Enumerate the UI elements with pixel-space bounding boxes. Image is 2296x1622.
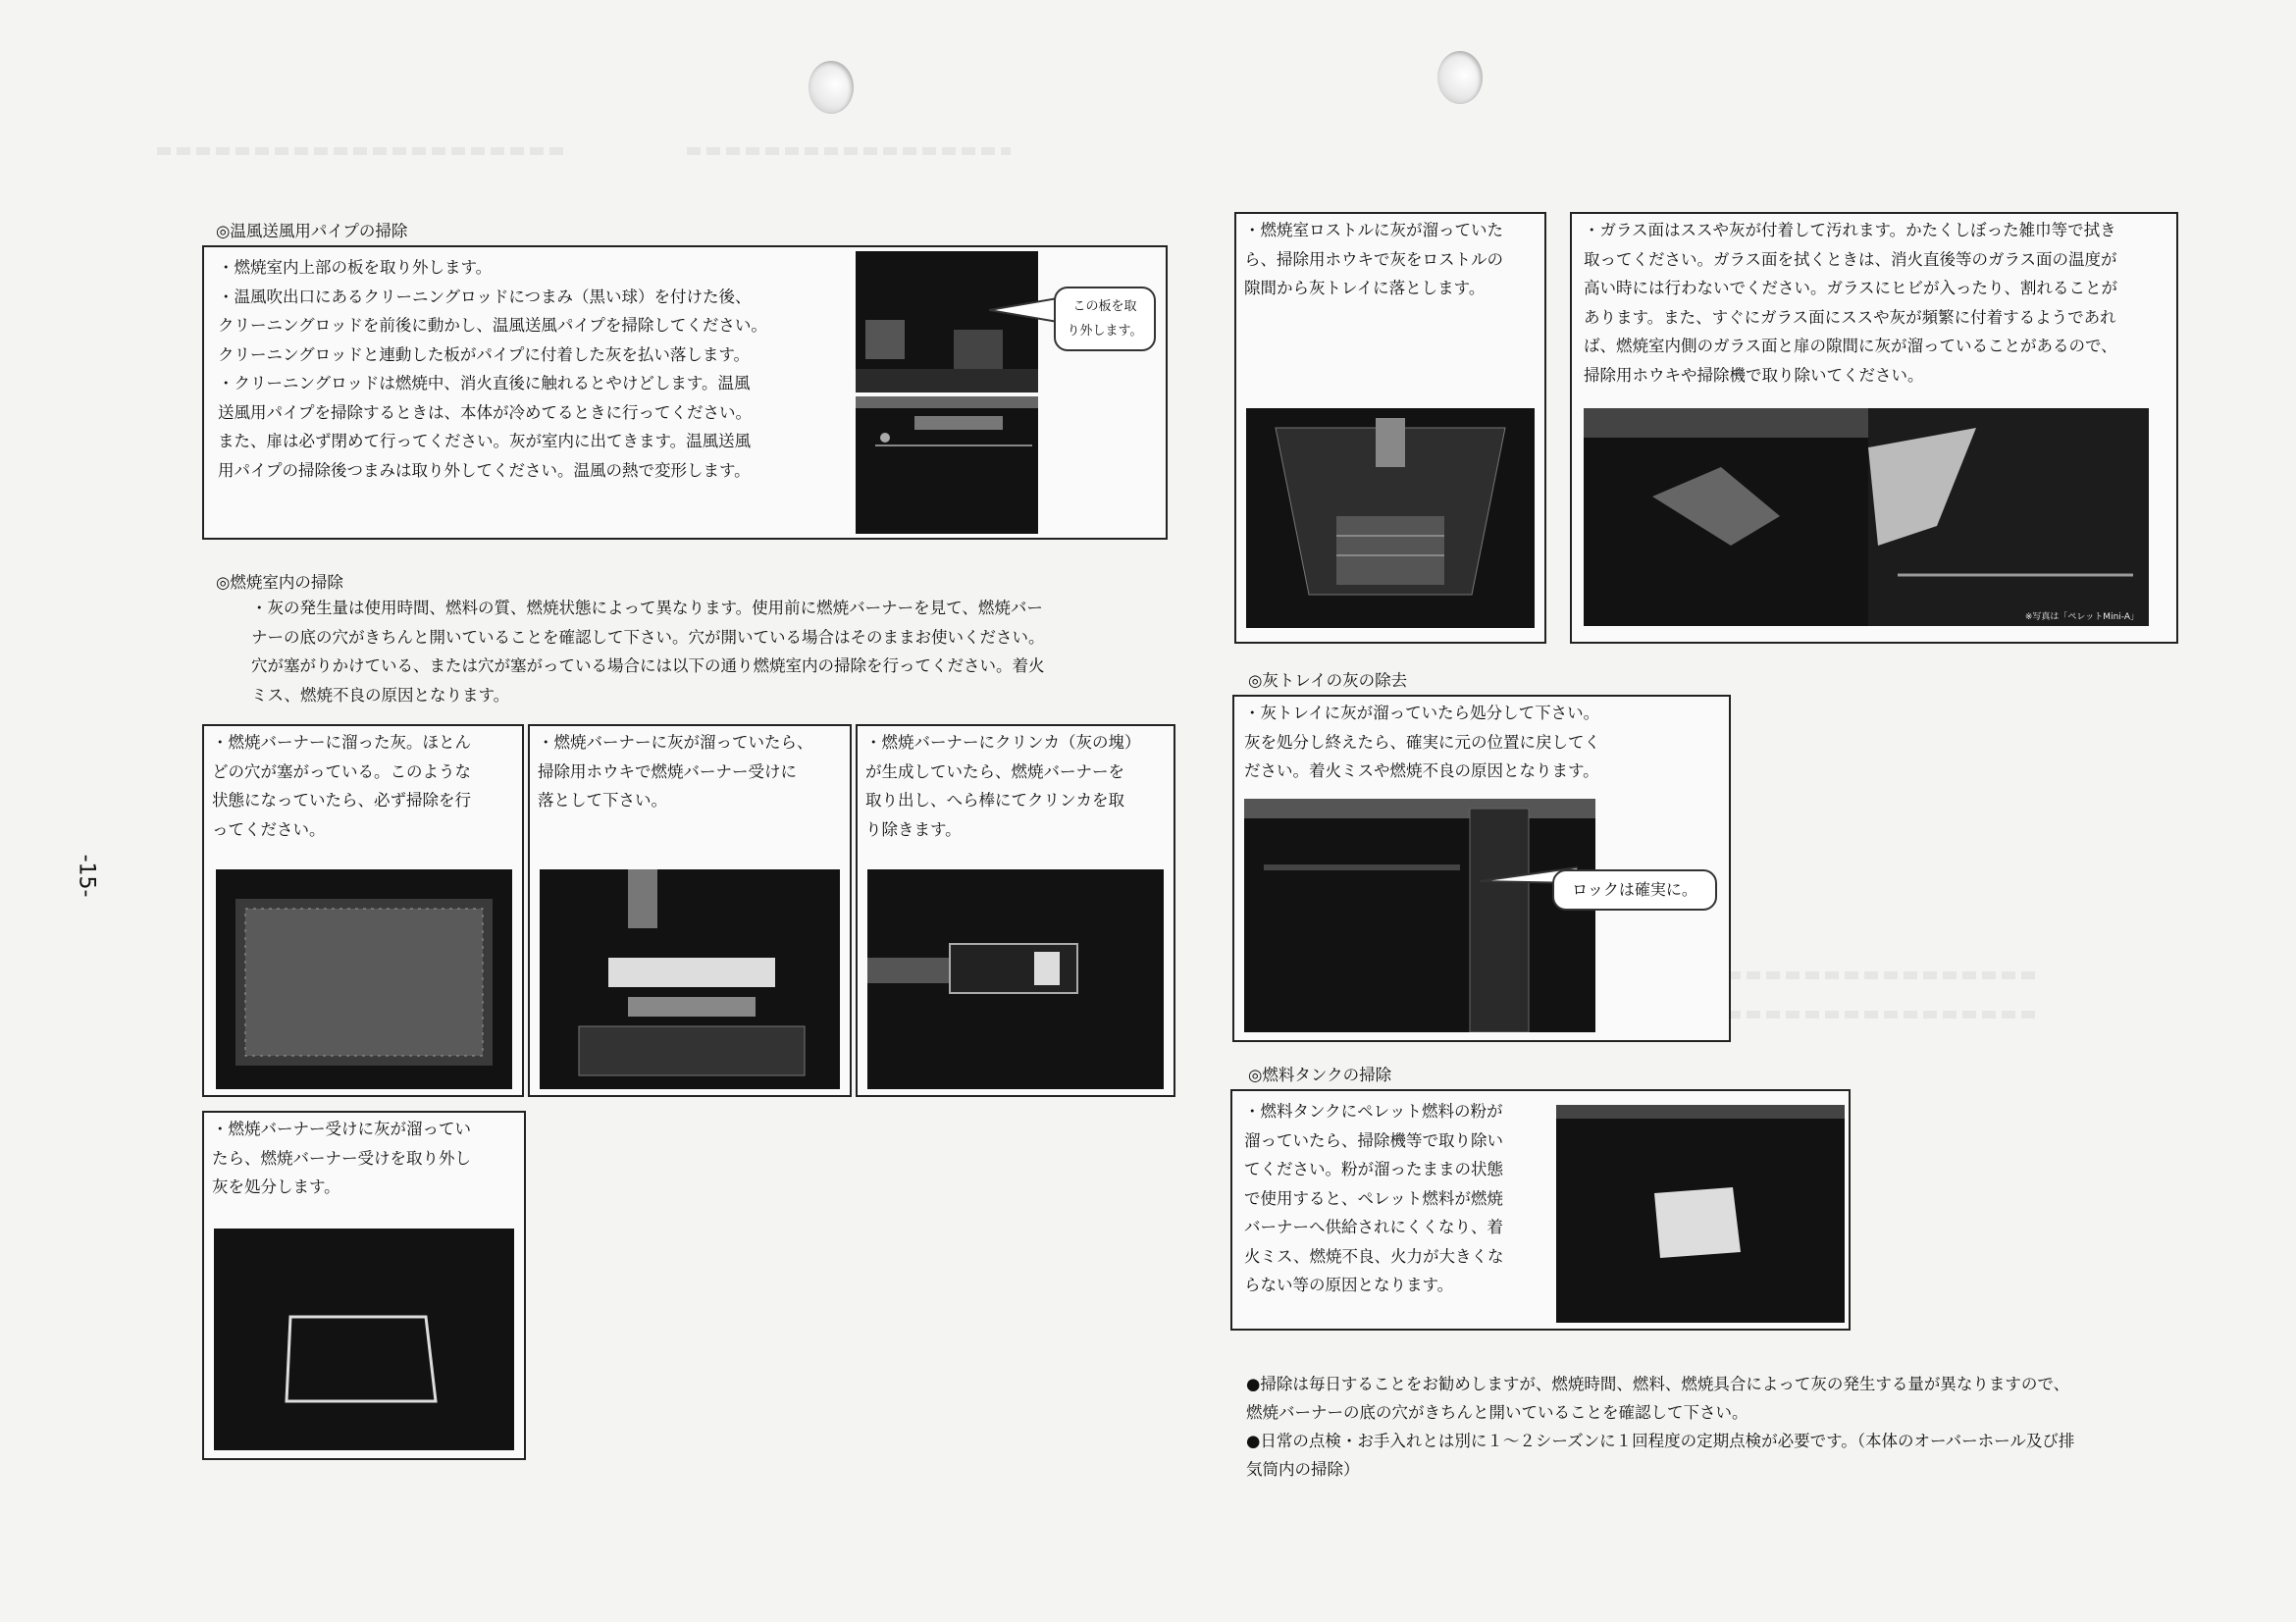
card-clinker [856,724,1175,1097]
note-line: 燃焼バーナーの底の穴がきちんと開いていることを確認して下さい。 [1246,1403,1748,1422]
text-line: ナーの底の穴がきちんと開いていることを確認して下さい。穴が開いている場合はそのままお使いください。 [251,627,1045,647]
glass-text [1584,216,2172,390]
text-line: 火ミス、燃焼不良、火力が大きくな [1244,1246,1504,1266]
card-text [865,728,1175,844]
pipe-heading: ◎温風送風用パイプの掃除 [216,222,408,240]
fuel-tank-box [1230,1089,1851,1331]
punch-hole [1437,51,1483,104]
ash-tray-text [1244,699,1725,786]
text-line: 掃除用ホウキで燃焼バーナー受けに [538,761,797,781]
ash-tray-photo [1244,799,1595,1032]
callout-pointer [989,296,1058,326]
text-line: ・燃料タンクにペレット燃料の粉が [1244,1102,1503,1121]
burner-receiver-photo [214,1229,514,1450]
burner-sweep-photo [540,869,840,1089]
text-line: らない等の原因となります。 [1244,1276,1454,1294]
text-line: 隙間から灰トレイに落とします。 [1244,279,1486,297]
chamber-intro [251,594,1174,709]
text-line: ・燃焼室内上部の板を取り外します。 [218,258,493,277]
punch-hole [809,61,854,114]
card-burner-ash [202,724,524,1097]
text-line: ってください。 [212,819,326,839]
page-number: -15- [74,854,99,898]
rostle-photo [1246,408,1535,628]
text-line: また、扉は必ず閉めて行ってください。灰が室内に出てきます。温風送風 [218,432,752,450]
text-line: ・燃焼室ロストルに灰が溜っていた [1244,221,1503,239]
text-line: ・ガラス面はススや灰が付着して汚れます。かたくしぼった雑巾等で拭き [1584,221,2116,239]
pipe-text [218,253,865,485]
text-line: たら、燃焼バーナー受けを取り外し [212,1148,471,1168]
callout-line: この板を取 [1072,299,1137,314]
callout-line: り外します。 [1067,324,1143,339]
plate-callout [1054,287,1156,351]
fuel-tank-text [1244,1097,1548,1300]
glass-box [1570,212,2178,644]
text-line: で使用すると、ペレット燃料が燃焼 [1244,1188,1503,1208]
text-line: ミス、燃焼不良の原因となります。 [251,685,510,705]
text-line: 穴が塞がりかけている、または穴が塞がっている場合には以下の通り燃焼室内の掃除を行ってください。着火 [251,656,1045,675]
text-line: ば、燃焼室内側のガラス面と扉の隙間に灰が溜っていることがあるので、 [1584,337,2117,355]
text-line: 掃除用ホウキや掃除機で取り除いてください。 [1584,365,1924,385]
text-line: ・クリーニングロッドは燃焼中、消火直後に触れるとやけどします。温風 [218,374,751,392]
text-line: ・燃焼バーナーに溜った灰。ほとん [212,733,471,752]
fuel-tank-photo [1556,1105,1845,1323]
text-line: 高い時には行わないでください。ガラスにヒビが入ったり、割れることが [1584,279,2118,297]
note-line: 気筒内の掃除） [1246,1460,1360,1479]
pipe-photo-bottom [856,396,1038,534]
text-line: クリーニングロッドと連動した板がパイプに付着した灰を払い落します。 [218,344,751,364]
card-burner-sweep [528,724,852,1097]
rostle-box [1234,212,1546,644]
text-line: 灰を処分し終えたら、確実に元の位置に戻してく [1244,732,1600,752]
note-line: ●日常の点検・お手入れとは別に１～２シーズンに１回程度の定期点検が必要です。（本体のオーバーホール及び排 [1246,1432,2075,1450]
text-line: 用パイプの掃除後つまみは取り外してください。温風の熱で変形します。 [218,460,751,480]
text-line: 取ってください。ガラス面を拭くときは、消火直後等のガラス面の温度が [1584,249,2117,269]
text-line: が生成していたら、燃焼バーナーを [865,761,1124,781]
text-line: ・燃焼バーナーに灰が溜っていたら、 [538,733,813,752]
ash-tray-heading: ◎灰トレイの灰の除去 [1248,671,1408,690]
ash-tray-box [1232,695,1731,1042]
text-line: ・灰トレイに灰が溜っていたら処分して下さい。 [1244,704,1600,722]
clinker-photo [867,869,1164,1089]
text-line: 落として下さい。 [538,791,667,810]
text-line: バーナーへ供給されにくくなり、着 [1244,1218,1503,1236]
text-line: 取り出し、へら棒にてクリンカを取 [865,791,1124,810]
text-line: どの穴が塞がっている。このような [212,761,471,781]
text-line: てください。粉が溜ったままの状態 [1244,1160,1503,1178]
text-line: ら、掃除用ホウキで灰をロストルの [1244,249,1503,269]
glass-photo [1584,408,2149,626]
text-line: ・灰の発生量は使用時間、燃料の質、燃焼状態によって異なります。使用前に燃焼バーナーを見て、燃焼バー [251,599,1043,617]
pipe-box [202,245,1168,540]
burner-ash-photo [216,869,512,1089]
card-text [212,728,522,844]
text-line: 灰を処分します。 [212,1177,340,1196]
text-line: り除きます。 [865,819,962,839]
lock-callout: ロックは確実に。 [1552,869,1717,911]
chamber-heading: ◎燃焼室内の掃除 [216,573,343,592]
card-text [212,1115,522,1202]
text-line: 溜っていたら、掃除機等で取り除い [1244,1130,1503,1150]
bleed-through-text [157,147,569,155]
glass-photo-note: ※写真は「ペレットMini-A」 [2024,612,2139,622]
notes [1246,1370,2168,1484]
card-burner-receiver [202,1111,526,1460]
text-line: 状態になっていたら、必ず掃除を行 [212,791,471,810]
note-line: ●掃除は毎日することをお勧めしますが、燃焼時間、燃料、燃焼具合によって灰の発生する量が異なりますので、 [1246,1375,2070,1393]
text-line: ださい。着火ミスや燃焼不良の原因となります。 [1244,761,1599,780]
text-line: あります。また、すぐにガラス面にススや灰が頻繁に付着するようであれ [1584,307,2116,327]
card-text [538,728,852,815]
fuel-tank-heading: ◎燃料タンクの掃除 [1248,1066,1392,1084]
text-line: ・燃焼バーナーにクリンカ（灰の塊） [865,733,1141,752]
text-line: クリーニングロッドを前後に動かし、温風送風パイプを掃除してください。 [218,316,767,335]
text-line: ・燃焼バーナー受けに灰が溜ってい [212,1120,471,1138]
bleed-through-text [687,147,1011,155]
text-line: 送風用パイプを掃除するときは、本体が冷めてるときに行ってください。 [218,402,753,422]
rostle-text [1244,216,1544,303]
text-line: ・温風吹出口にあるクリーニングロッドにつまみ（黒い球）を付けた後、 [218,287,752,306]
